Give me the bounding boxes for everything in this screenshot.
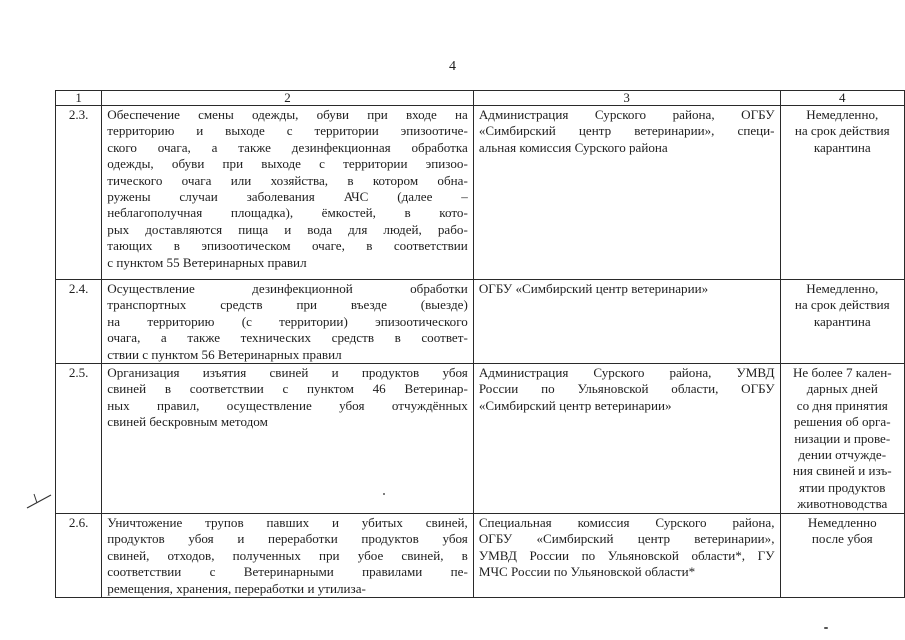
responsible-text-line: Специальная комиссия Сурского района, [478,514,775,530]
deadline-text-line: со дня принятия [796,397,888,413]
measures-table [55,90,905,598]
action-text-line: на территорию (с территории) эпизоотического [107,313,468,329]
deadline-text-line: дарных дней [806,381,878,397]
action-text-line: транспортных средств при въезде (выезде) [107,297,468,313]
responsible-text-line: Администрация Сурского района, УМВД [478,364,775,380]
action-text-line: свиней, отходов, полученных при убое свиней, в [107,547,468,563]
deadline-text-line: на срок действия [794,123,890,139]
action-cell [102,106,474,280]
table-row [56,513,905,597]
action-text-line: Осуществление дезинфекционной обработки [107,281,468,296]
scan-speck [824,627,828,629]
table-row [56,363,905,513]
column-header-action: 2 [102,91,474,106]
table-row [56,106,905,280]
deadline-text-line: низации и прове- [794,430,891,446]
action-text-line: рых доставляются пища и вода для людей, рабо- [107,221,468,237]
responsible-text-line: МЧС России по Ульяновской области* [478,564,696,580]
deadline-cell [780,280,904,364]
action-text-line: свиней в соответствии с пунктом 46 Ветеринар- [107,381,468,397]
action-cell [102,363,474,513]
table-header-row [56,91,905,106]
row-number: 2.3. [56,106,102,280]
responsible-text-line: России по Ульяновской области, ОГБУ [478,381,775,397]
responsible-text-line: «Симбирский центр ветеринарии» [478,397,672,413]
action-text-line: тического очага или хозяйства, в котором обна- [107,172,468,188]
deadline-text-line: на срок действия [794,297,890,313]
responsible-cell [473,363,780,513]
action-text-line: Уничтожение трупов павших и убитых свиней, [107,514,468,530]
action-text-line: тающих в эпизоотическом очаге, в соответствии [107,238,468,254]
action-text-line: очага, а также технических средств в соответ- [107,330,468,346]
scan-speck [383,493,385,495]
deadline-text-line: животноводства [797,496,888,512]
action-cell [102,513,474,597]
action-text-line: ского очага, а также дезинфекционная обработка [107,139,468,155]
action-text-line: ствии с пунктом 56 Ветеринарных правил [107,346,342,362]
deadline-text-line: решения об орга- [793,414,891,430]
action-text-line: территорию и выходе с территории эпизоотиче- [107,123,468,139]
responsible-text-line: ОГБУ «Симбирский центр ветеринарии» [478,281,709,296]
action-text-line: неблагополучная площадка), ёмкостей, в кото- [107,205,468,221]
responsible-cell [473,513,780,597]
table-row [56,280,905,364]
action-text-line: Организация изъятия свиней и продуктов убоя [107,364,468,380]
action-text-line: продуктов убоя и переработки продуктов убоя [107,531,468,547]
handwritten-tick-mark-icon [24,484,54,514]
deadline-text-line: Немедленно [807,514,877,530]
responsible-text-line: «Симбирский центр ветеринарии», специ- [478,123,775,139]
deadline-cell [780,363,904,513]
deadline-cell [780,106,904,280]
action-text-line: одежды, обуви при выходе с территории эпизоо- [107,156,468,172]
deadline-text-line: Немедленно, [806,107,879,122]
row-number: 2.6. [56,513,102,597]
deadline-text-line: ния свиней и изъ- [792,463,892,479]
responsible-text-line: альная комиссия Сурского района [478,139,668,155]
responsible-cell [473,280,780,364]
page-number: 4 [449,59,456,74]
column-header-responsible: 3 [473,91,780,106]
action-cell [102,280,474,364]
deadline-text-line: ятии продуктов [799,479,886,495]
responsible-text-line: УМВД России по Ульяновской области*, ГУ [478,547,775,563]
row-number: 2.5. [56,363,102,513]
responsible-text-line: ОГБУ «Симбирский центр ветеринарии», [478,531,775,547]
action-text-line: соответствии с Ветеринарными правилами пе- [107,564,468,580]
row-number: 2.4. [56,280,102,364]
responsible-cell [473,106,780,280]
deadline-text-line: после убоя [811,531,873,547]
column-header-number: 1 [56,91,102,106]
action-text-line: свиней бескровным методом [107,414,268,430]
deadline-text-line: Немедленно, [806,281,879,296]
action-text-line: ных правил, осуществление убоя отчуждённых [107,397,468,413]
deadline-text-line: карантина [813,139,871,155]
deadline-cell [780,513,904,597]
responsible-text-line: Администрация Сурского района, ОГБУ [478,107,775,122]
action-text-line: ремещения, хранения, переработки и утилиза- [107,580,366,596]
deadline-text-line: дении отчужде- [798,446,887,462]
action-text-line: с пунктом 55 Ветеринарных правил [107,254,307,270]
deadline-text-line: Не более 7 кален- [792,364,892,380]
action-text-line: Обеспечение смены одежды, обуви при входе на [107,107,468,122]
column-header-deadline: 4 [780,91,904,106]
deadline-text-line: карантина [813,313,871,329]
action-text-line: ружены случаи заболевания АЧС (далее – [107,188,468,204]
